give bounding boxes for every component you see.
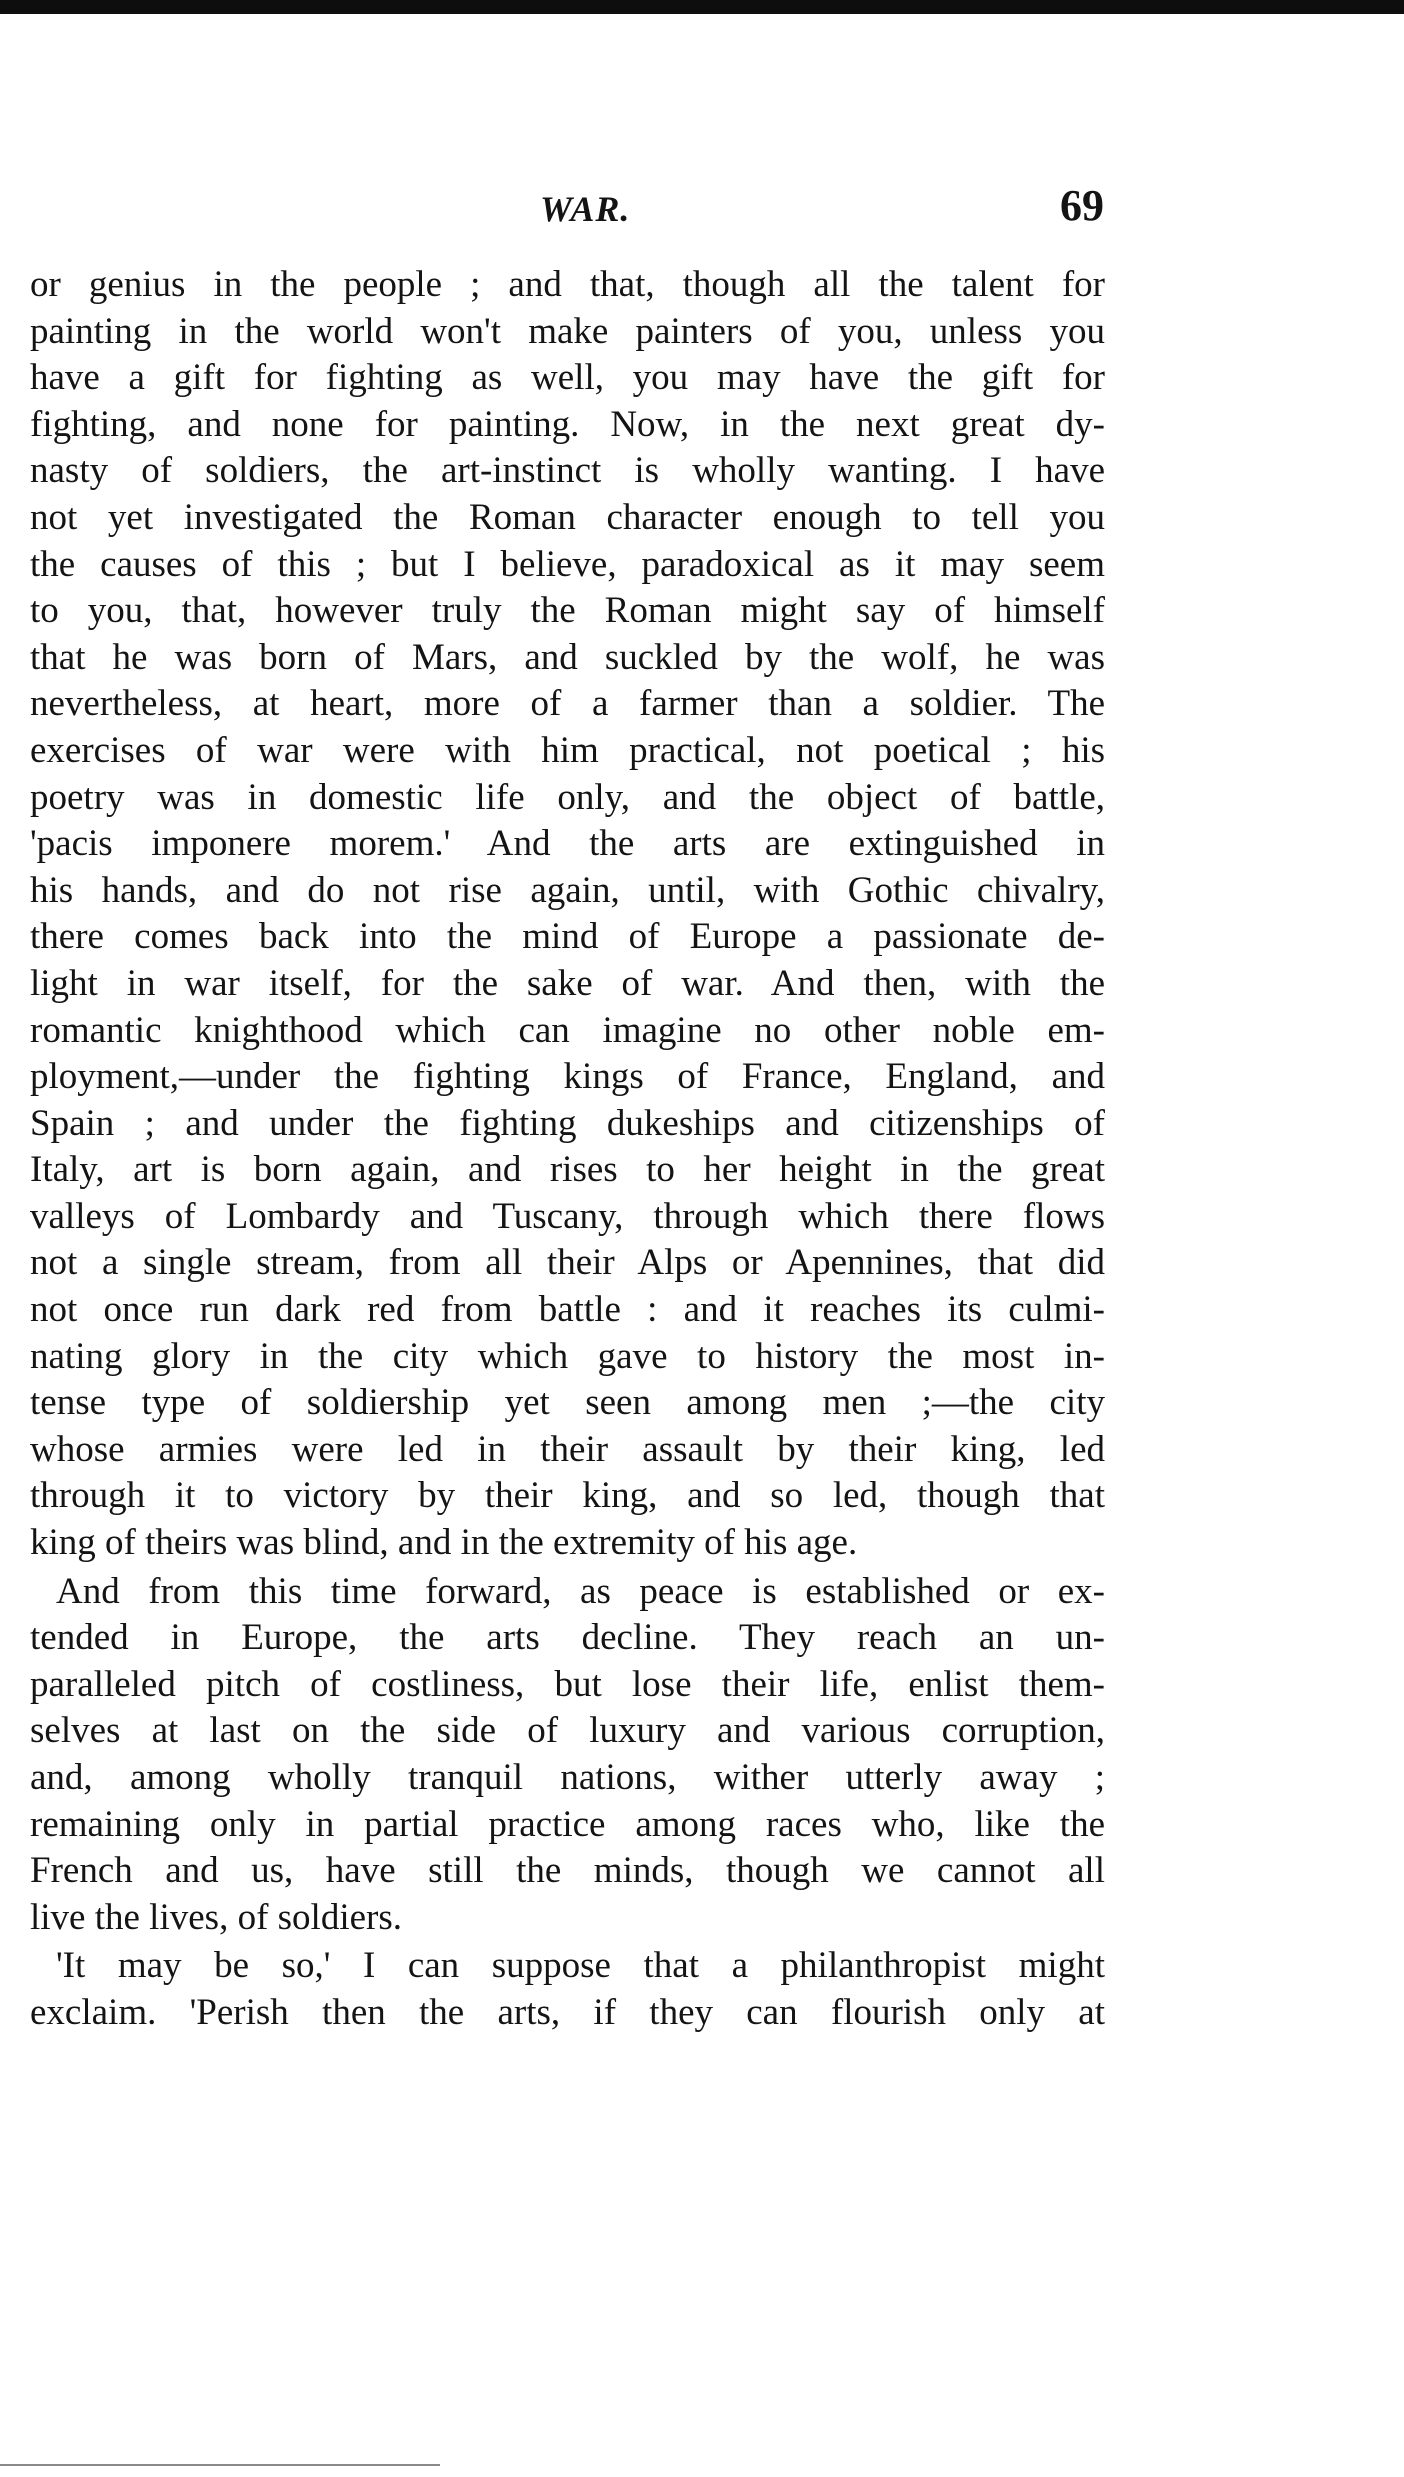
- text-line: nevertheless, at heart, more of a farmer than a soldier. The: [30, 683, 1105, 725]
- text-line: to you, that, however truly the Roman might say of himself: [30, 590, 1105, 632]
- text-line: 'It may be so,' I can suppose that a philanthropist might: [56, 1945, 1105, 1987]
- text-line: not once run dark red from battle : and it reaches its culmi-: [30, 1289, 1105, 1331]
- text-line: poetry was in domestic life only, and the object of battle,: [30, 776, 1105, 818]
- text-line: whose armies were led in their assault by their king, led: [30, 1428, 1105, 1470]
- text-line: the causes of this ; but I believe, paradoxical as it may seem: [30, 543, 1105, 585]
- text-line: light in war itself, for the sake of war. And then, with the: [30, 962, 1105, 1004]
- text-line: have a gift for fighting as well, you may have the gift for: [30, 357, 1105, 399]
- bottom-scan-mark: [0, 2464, 440, 2466]
- text-line: there comes back into the mind of Europe a passionate de-: [30, 916, 1105, 958]
- text-line: nating glory in the city which gave to history the most in-: [30, 1335, 1105, 1377]
- text-line: And from this time forward, as peace is established or ex-: [56, 1570, 1105, 1612]
- text-line: king of theirs was blind, and in the extremity of his age.: [30, 1522, 858, 1564]
- paragraph: [30, 1569, 1105, 1942]
- running-title: WAR.: [540, 189, 631, 229]
- text-line: exclaim. 'Perish then the arts, if they can flourish only at: [30, 1991, 1105, 2033]
- text-line: nasty of soldiers, the art-instinct is wholly wanting. I have: [30, 450, 1105, 492]
- text-line: fighting, and none for painting. Now, in the next great dy-: [30, 403, 1105, 445]
- text-line: tense type of soldiership yet seen among men ;—the city: [30, 1382, 1105, 1424]
- text-line: live the lives, of soldiers.: [30, 1896, 402, 1938]
- paragraph: [30, 262, 1105, 1567]
- text-line: painting in the world won't make painters of you, unless you: [30, 310, 1105, 352]
- text-line: or genius in the people ; and that, though all the talent for: [30, 264, 1105, 305]
- text-line: 'pacis imponere morem.' And the arts are extinguished in: [30, 823, 1105, 865]
- text-line: through it to victory by their king, and so led, though that: [30, 1475, 1105, 1517]
- running-header: [0, 180, 1404, 240]
- text-line: French and us, have still the minds, though we cannot all: [30, 1850, 1105, 1892]
- text-line: paralleled pitch of costliness, but lose their life, enlist them-: [30, 1663, 1105, 1705]
- text-line: his hands, and do not rise again, until, with Gothic chivalry,: [30, 869, 1105, 911]
- text-line: and, among wholly tranquil nations, wither utterly away ;: [30, 1757, 1105, 1798]
- text-line: that he was born of Mars, and suckled by the wolf, he was: [30, 636, 1105, 678]
- text-line: Spain ; and under the fighting dukeships and citizenships of: [30, 1102, 1105, 1144]
- text-line: not a single stream, from all their Alps or Apennines, that did: [30, 1242, 1105, 1284]
- text-line: selves at last on the side of luxury and various corruption,: [30, 1710, 1105, 1752]
- text-line: Italy, art is born again, and rises to her height in the great: [30, 1149, 1105, 1191]
- page-number: 69: [1060, 181, 1104, 230]
- text-line: romantic knighthood which can imagine no other noble em-: [30, 1009, 1105, 1051]
- text-line: tended in Europe, the arts decline. They reach an un-: [30, 1617, 1105, 1659]
- text-line: not yet investigated the Roman character enough to tell you: [30, 496, 1105, 538]
- text-line: remaining only in partial practice among races who, like the: [30, 1803, 1105, 1845]
- text-line: ployment,—under the fighting kings of France, England, and: [30, 1056, 1105, 1098]
- text-line: valleys of Lombardy and Tuscany, through which there flows: [30, 1195, 1105, 1237]
- top-border-rule: [0, 0, 1404, 14]
- text-line: exercises of war were with him practical, not poetical ; his: [30, 729, 1105, 771]
- paragraph: [30, 1943, 1105, 2036]
- body-text: [30, 262, 1105, 2037]
